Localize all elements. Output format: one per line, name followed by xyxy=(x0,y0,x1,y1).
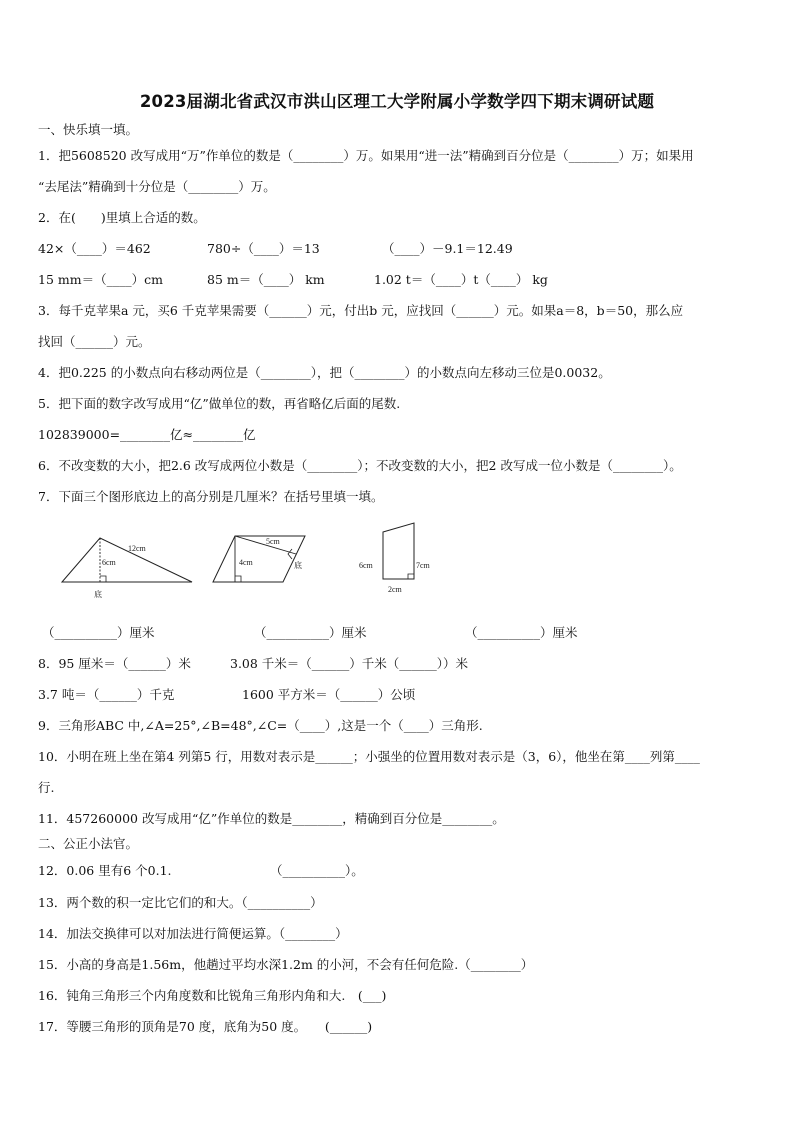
question-13: 13．两个数的积一定比它们的和大。（__________） xyxy=(38,895,323,910)
question-12: 12．0.06 里有6 个0.1. xyxy=(38,863,172,878)
question-1-line-2: “去尾法”精确到十分位是（________）万。 xyxy=(38,179,276,194)
triangle-base-label: 底 xyxy=(94,590,102,599)
question-2-item-1: 42×（____）＝462 xyxy=(38,241,151,256)
parallelogram-side-label: 5cm xyxy=(266,537,280,546)
question-2-item-4: 15 mm＝（____）cm xyxy=(38,272,163,287)
triangle-hypotenuse-label: 12cm xyxy=(128,544,146,553)
question-3-line-1: 3．每千克苹果a 元，买6 千克苹果需要（______）元，付出b 元，应找回（______）元。如果a＝8，b＝50，那么应 xyxy=(38,303,684,318)
question-7-answer-2: （__________）厘米 xyxy=(254,625,367,640)
question-8-item-4: 1600 平方米＝（______）公顷 xyxy=(242,687,416,702)
triangle-figure xyxy=(58,532,198,602)
question-8-item-2: 3.08 千米＝（______）千米（______））米 xyxy=(230,656,469,671)
trapezoid-right-side-label: 7cm xyxy=(416,561,430,570)
page-title: 2023届湖北省武汉市洪山区理工大学附属小学数学四下期末调研试题 xyxy=(139,92,655,111)
question-2-item-3: （____）－9.1＝12.49 xyxy=(382,241,513,256)
question-5-line-1: 5．把下面的数字改写成用“亿”做单位的数，再省略亿后面的尾数. xyxy=(38,396,401,411)
question-15: 15．小高的身高是1.56m，他趟过平均水深1.2m 的小河，不会有任何危险.（________） xyxy=(38,957,534,972)
question-2-item-5: 85 m＝（____） km xyxy=(207,272,325,287)
question-2-stem: 2．在( )里填上合适的数。 xyxy=(38,210,206,225)
question-6: 6．不改变数的大小，把2.6 改写成两位小数是（________）；不改变数的大小，把2 改写成一位小数是（________）。 xyxy=(38,458,682,473)
section-heading-judge: 二、公正小法官。 xyxy=(38,836,139,851)
trapezoid-base-label: 2cm xyxy=(388,585,402,594)
trapezoid-left-side-label: 6cm xyxy=(359,561,373,570)
question-10-line-1: 10．小明在班上坐在第4 列第5 行，用数对表示是______；小强坐的位置用数对表示是（3，6），他坐在第____列第____ xyxy=(38,749,700,764)
question-3-line-2: 找回（______）元。 xyxy=(38,334,151,349)
question-12-answer: （__________）。 xyxy=(270,863,364,878)
question-9: 9．三角形ABC 中,∠A=25°,∠B=48°,∠C=（____）,这是一个（____）三角形. xyxy=(38,718,483,733)
question-4: 4．把0.225 的小数点向右移动两位是（________），把（________）的小数点向左移动三位是0.0032。 xyxy=(38,365,611,380)
question-1-line-1: 1．把5608520 改写成用“万”作单位的数是（________）万。如果用“进一法”精确到百分位是（________）万；如果用 xyxy=(38,148,694,163)
question-10-line-2: 行. xyxy=(38,780,55,795)
question-7-answer-3: （__________）厘米 xyxy=(465,625,578,640)
question-8-item-3: 3.7 吨＝（______）千克 xyxy=(38,687,175,702)
question-17: 17．等腰三角形的顶角是70 度，底角为50 度。 (______) xyxy=(38,1019,373,1034)
question-2-item-2: 780÷（____）＝13 xyxy=(207,241,320,256)
question-8-item-1: 8．95 厘米＝（______）米 xyxy=(38,656,191,671)
question-16: 16．钝角三角形三个内角度数和比锐角三角形内角和大. (___) xyxy=(38,988,387,1003)
question-2-item-6: 1.02 t＝（____）t（____） kg xyxy=(374,272,548,287)
question-7-stem: 7．下面三个图形底边上的高分别是几厘米？在括号里填一填。 xyxy=(38,489,384,504)
question-7-answer-1: （__________）厘米 xyxy=(42,625,155,640)
trapezoid-figure xyxy=(356,520,440,598)
parallelogram-base-label: 底 xyxy=(294,561,302,570)
parallelogram-figure xyxy=(208,532,312,588)
triangle-height-label: 6cm xyxy=(102,558,116,567)
question-11: 11．457260000 改写成用“亿”作单位的数是________，精确到百分位是________。 xyxy=(38,811,505,826)
parallelogram-height-label: 4cm xyxy=(239,558,253,567)
question-14: 14．加法交换律可以对加法进行简便运算。（________） xyxy=(38,926,348,941)
section-heading-fill: 一、快乐填一填。 xyxy=(38,122,139,137)
question-5-line-2: 102839000=________亿≈________亿 xyxy=(38,427,256,442)
